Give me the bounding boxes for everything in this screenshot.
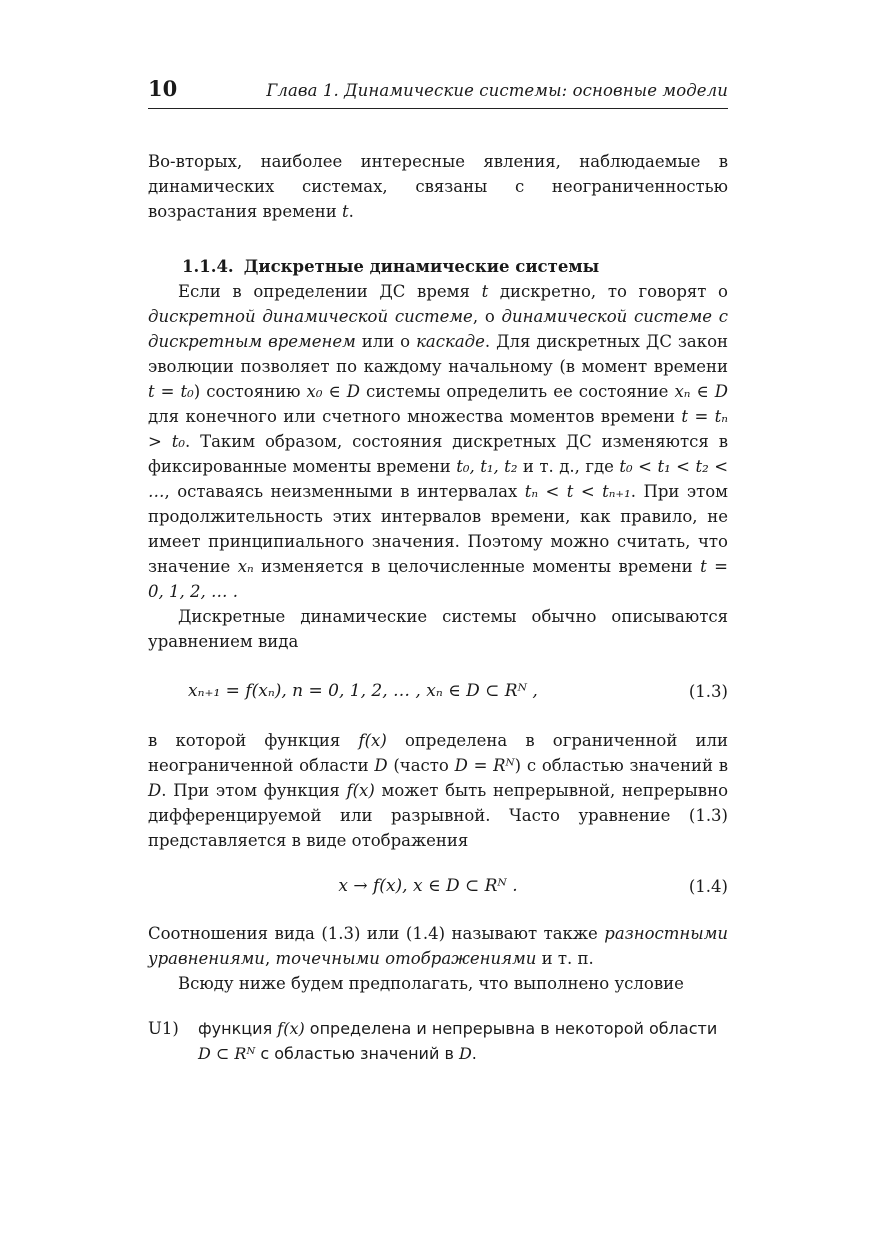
condition-u1 (148, 1016, 728, 1066)
equation-number: (1.3) (688, 681, 728, 701)
section-heading (182, 254, 728, 279)
page-header (148, 76, 728, 109)
page-number: 10 (148, 76, 178, 101)
book-page (148, 76, 728, 1066)
equation-body: xₙ₊₁ = f(xₙ), n = 0, 1, 2, … , xₙ ∈ D ⊂ Rᴺ , (188, 681, 538, 701)
condition-text: функция f(x) определена и непрерывна в некоторой области D ⊂ Rᴺ с областью значений в D. (198, 1019, 718, 1063)
condition-label: U1) (148, 1019, 179, 1038)
paragraph-function: в которой функция f(x) определена в ограниченной или неограниченной области D (часто D = Rᴺ) с областью значений в D. При этом функция f(x) может быть непрерывной, непрерывно дифференцируемой или разрывной. Часто уравнение (1.3) представляется в виде отображения (148, 731, 728, 850)
equation-1-3 (148, 676, 728, 706)
equation-body: x → f(x), x ∈ D ⊂ Rᴺ . (338, 876, 518, 896)
running-head: Глава 1. Динамические системы: основные модели (266, 81, 728, 100)
paragraph-definition: Если в определении ДС время t дискретно, то говорят о дискретной динамической системе, о динамической системе с дискретным временем или о каскаде. Для дискретных ДС закон эволюции позволяет по каждому начальному (в момент времени t = t₀) состоянию x₀ ∈ D системы определить ее состояние xₙ ∈ D для конечного или счетного множества моментов времени t = tₙ > t₀. Таким образом, состояния дискретных ДС изменяются в фиксированные моменты времени t₀, t₁, t₂ и т. д., где t₀ < t₁ < t₂ < …, оставаясь неизменными в интервалах tₙ < t < tₙ₊₁. При этом продолжительность этих интервалов времени, как правило, не имеет принципиального значения. Поэтому можно считать, что значение xₙ изменяется в целочисленные моменты времени t = 0, 1, 2, … . (148, 282, 729, 601)
section-number: 1.1.4. (182, 257, 234, 276)
equation-number: (1.4) (688, 876, 728, 896)
intro-paragraph: Во-вторых, наиболее интересные явления, наблюдаемые в динамических системах, связаны с неограниченностью возрастания времени t. (148, 152, 728, 221)
paragraph-terms: Соотношения вида (1.3) или (1.4) называют также разностными уравнениями, точечными отображениями и т. п. (148, 924, 728, 968)
paragraph-assumption: Всюду ниже будем предполагать, что выполнено условие (178, 974, 684, 993)
paragraph-equation-intro: Дискретные динамические системы обычно описываются уравнением вида (148, 607, 728, 651)
section-title: Дискретные динамические системы (243, 257, 600, 276)
equation-1-4 (148, 871, 728, 901)
